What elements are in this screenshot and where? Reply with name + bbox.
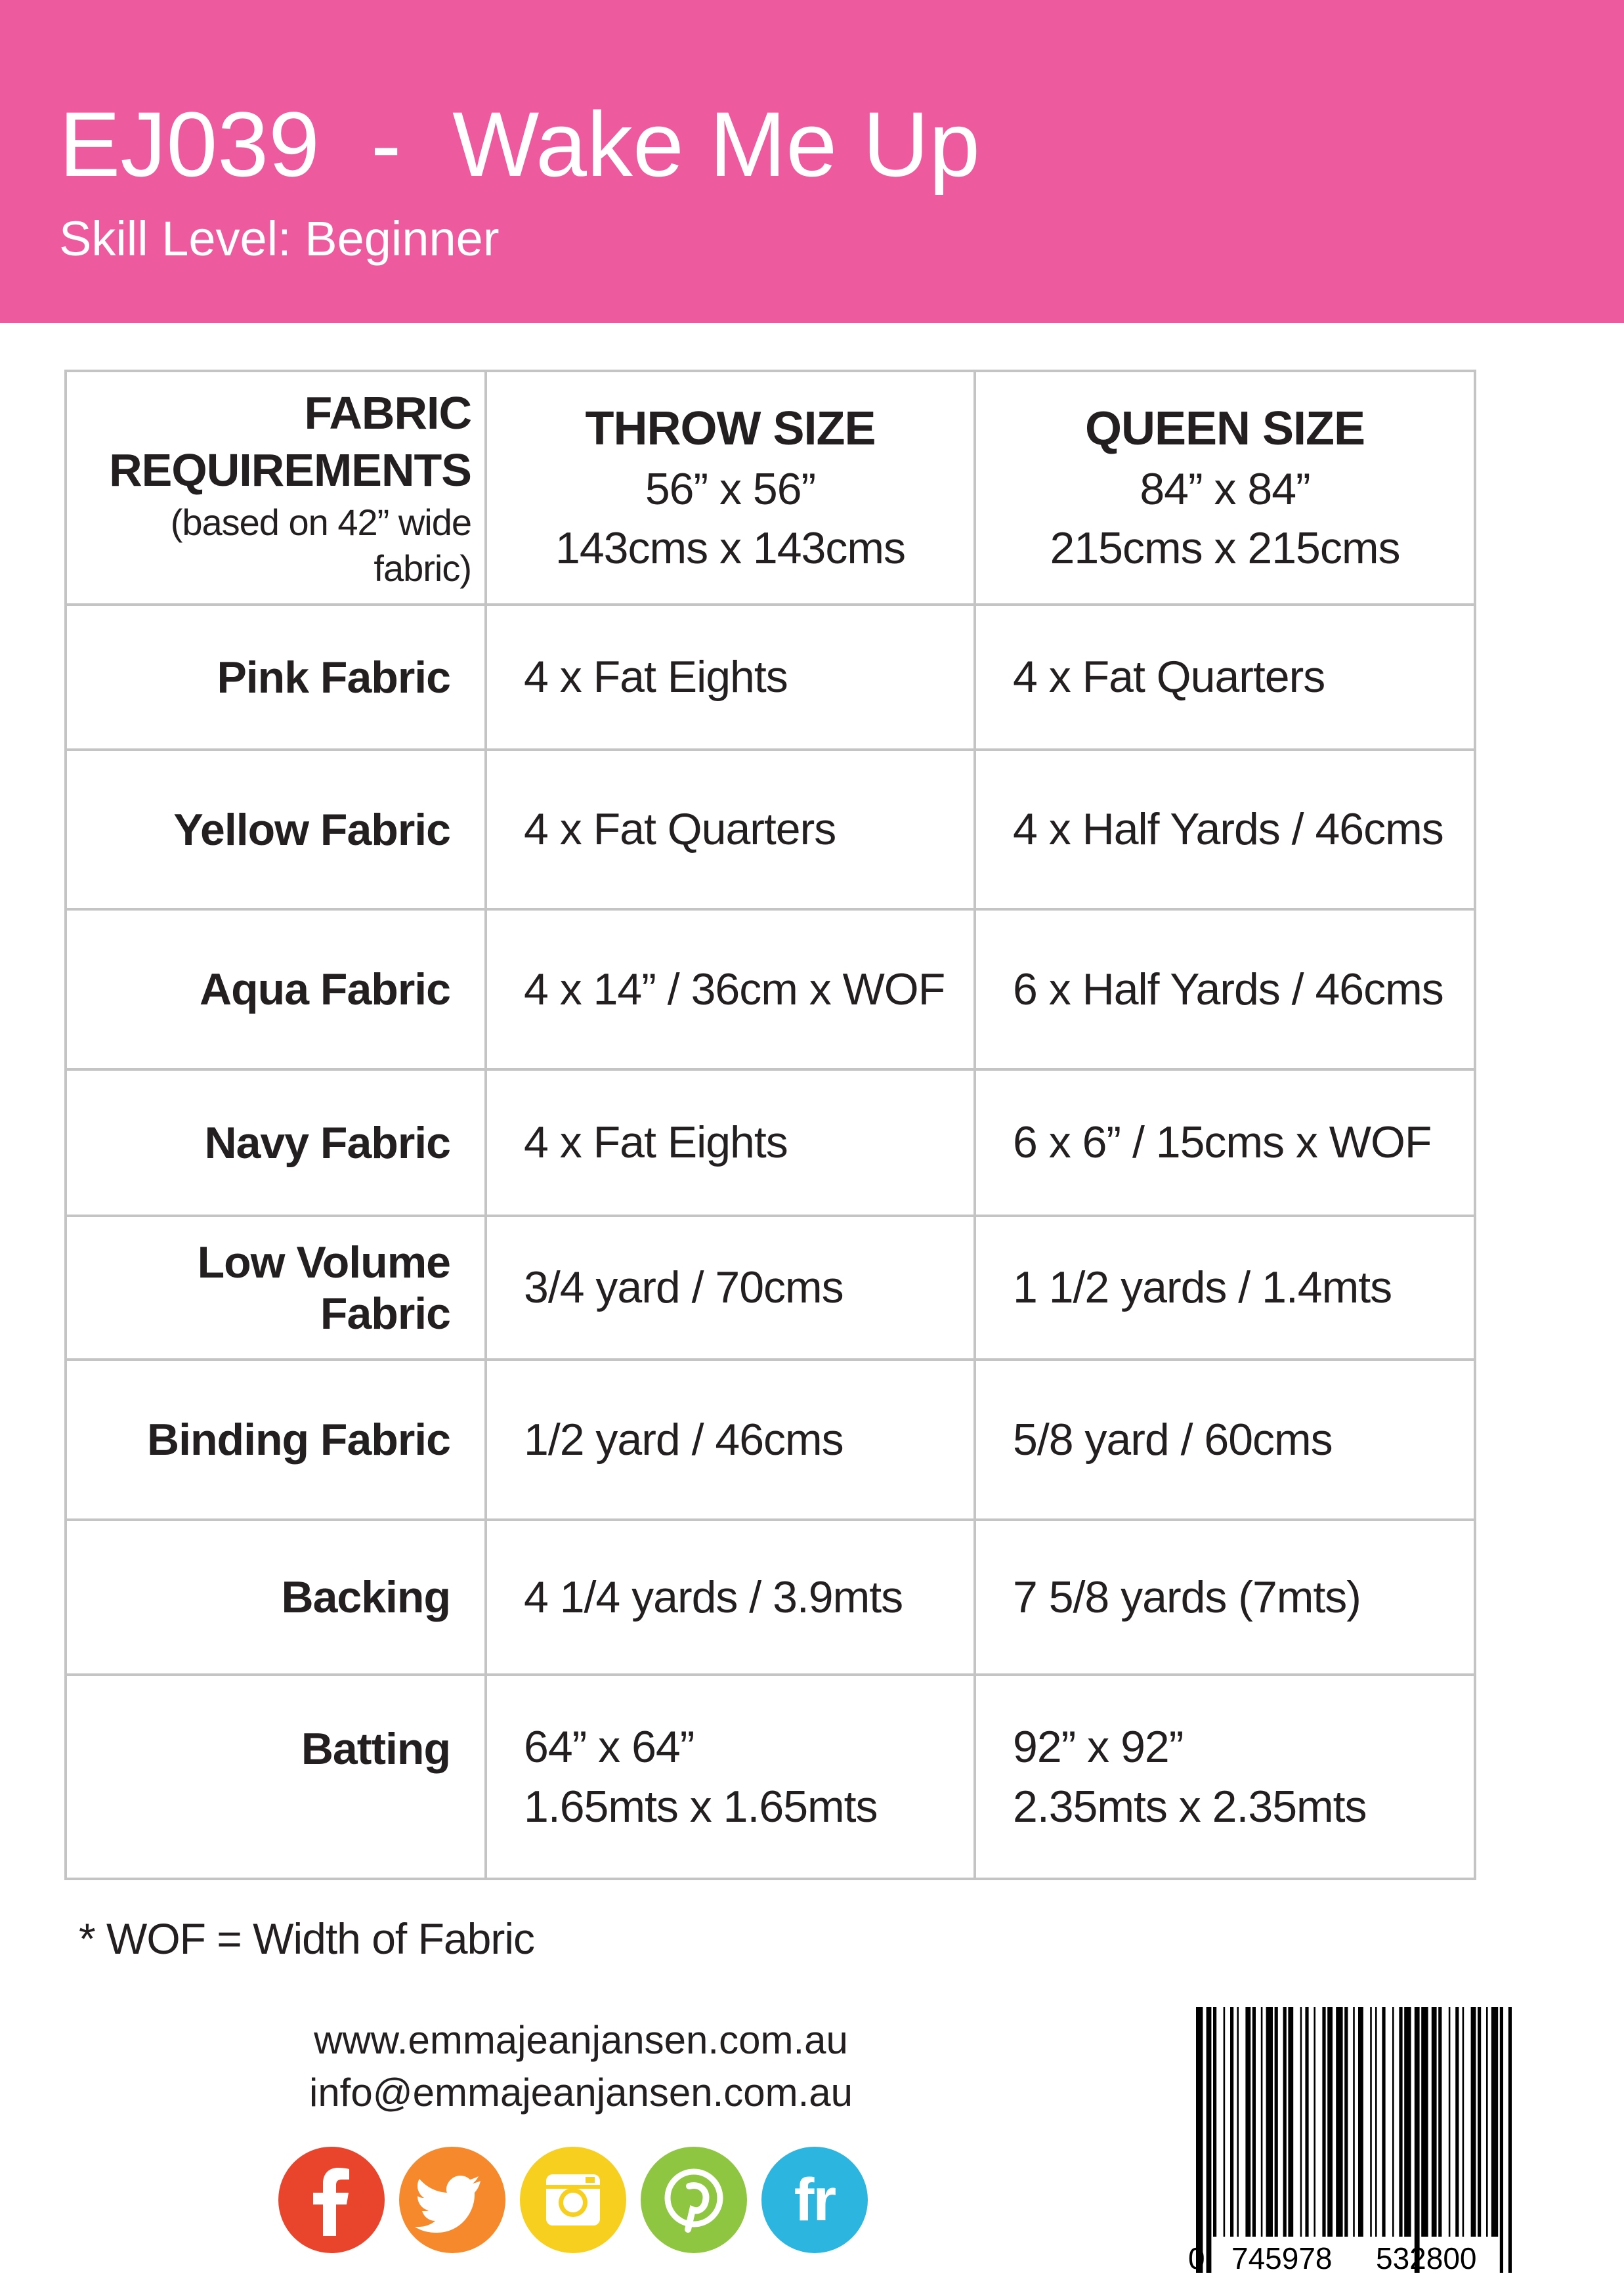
barcode-bar — [1288, 2007, 1293, 2237]
barcode-bar — [1486, 2007, 1488, 2237]
barcode — [1188, 2007, 1516, 2276]
throw-batting-inches: 64” x 64” — [524, 1722, 694, 1773]
throw-size-cms: 143cms x 143cms — [555, 523, 905, 573]
barcode-bar — [1392, 2007, 1394, 2237]
barcode-bar — [1421, 2007, 1428, 2237]
header-label-cell — [66, 371, 486, 605]
row-label: Backing — [66, 1520, 486, 1675]
barcode-bar — [1449, 2007, 1451, 2237]
barcode-digit-start: 0 — [1188, 2241, 1205, 2275]
queen-value: 4 x Half Yards / 46cms — [975, 750, 1475, 909]
barcode-bar — [1305, 2007, 1308, 2237]
twitter-icon[interactable] — [399, 2147, 505, 2253]
table-row — [66, 1069, 1475, 1216]
row-label: Binding Fabric — [66, 1360, 486, 1520]
barcode-bar — [1266, 2007, 1273, 2237]
row-label: Navy Fabric — [66, 1069, 486, 1216]
header-label-line2: REQUIREMENTS — [109, 444, 471, 496]
queen-size-title: QUEEN SIZE — [1084, 402, 1365, 455]
wof-footnote: * WOF = Width of Fabric — [79, 1914, 534, 1963]
throw-value: 4 x Fat Quarters — [486, 750, 975, 909]
barcode-bar — [1353, 2007, 1355, 2237]
barcode-group2: 532800 — [1376, 2241, 1477, 2275]
barcode-bar — [1314, 2007, 1315, 2237]
throw-value: 4 1/4 yards / 3.9mts — [486, 1520, 975, 1675]
barcode-bar — [1196, 2007, 1203, 2273]
row-label: Batting — [66, 1675, 486, 1879]
barcode-bar — [1370, 2007, 1372, 2237]
barcode-bar — [1455, 2007, 1459, 2237]
barcode-bar — [1358, 2007, 1363, 2237]
barcode-bar — [1404, 2007, 1411, 2237]
barcode-bar — [1508, 2007, 1512, 2273]
fabric-requirements-table — [64, 370, 1476, 1880]
flickr-icon-text: fr — [794, 2166, 836, 2233]
flickr-icon[interactable] — [761, 2147, 868, 2253]
table-row — [66, 1360, 1475, 1520]
throw-size-inches: 56” x 56” — [645, 463, 816, 514]
header-band — [0, 0, 1624, 323]
barcode-bar — [1283, 2007, 1287, 2237]
table-row — [66, 1216, 1475, 1360]
throw-value: 4 x 14” / 36cm x WOF — [486, 909, 975, 1069]
facebook-icon[interactable] — [278, 2147, 385, 2253]
queen-size-inches: 84” x 84” — [1140, 463, 1310, 514]
table-row — [66, 1675, 1475, 1879]
barcode-bar — [1438, 2007, 1442, 2237]
barcode-bar — [1432, 2007, 1437, 2237]
page-title: EJ039 - Wake Me Up — [59, 93, 981, 196]
skill-level: Skill Level: Beginner — [59, 211, 500, 266]
queen-value: 4 x Fat Quarters — [975, 605, 1475, 750]
email-link[interactable]: info@emmajeanjansen.com.au — [309, 2071, 853, 2115]
barcode-bar — [1275, 2007, 1278, 2237]
barcode-bar — [1252, 2007, 1256, 2237]
barcode-bar — [1500, 2007, 1503, 2273]
row-label: Yellow Fabric — [66, 750, 486, 909]
queen-size-cms: 215cms x 215cms — [1050, 523, 1400, 573]
throw-value: 4 x Fat Eights — [486, 1069, 975, 1216]
barcode-group1: 745978 — [1231, 2241, 1333, 2275]
table-row — [66, 750, 1475, 909]
queen-value: 1 1/2 yards / 1.4mts — [975, 1216, 1475, 1360]
header-label-line1: FABRIC — [304, 387, 471, 439]
throw-value: 4 x Fat Eights — [486, 605, 975, 750]
barcode-bar — [1375, 2007, 1377, 2237]
barcode-bar — [1478, 2007, 1481, 2237]
row-label: Low Volume Fabric — [66, 1216, 486, 1360]
barcode-bar — [1224, 2007, 1226, 2237]
barcode-bar — [1322, 2007, 1325, 2237]
table-row — [66, 909, 1475, 1069]
header-queen-cell — [975, 371, 1475, 605]
throw-batting-mts: 1.65mts x 1.65mts — [524, 1781, 878, 1832]
table-row — [66, 1520, 1475, 1675]
barcode-bar — [1463, 2007, 1464, 2237]
barcode-bar — [1230, 2007, 1233, 2237]
queen-batting-inches: 92” x 92” — [1013, 1722, 1184, 1773]
queen-value: 6 x 6” / 15cms x WOF — [975, 1069, 1475, 1216]
throw-value — [486, 1675, 975, 1879]
barcode-bar — [1382, 2007, 1385, 2237]
throw-size-title: THROW SIZE — [585, 402, 876, 455]
queen-value: 6 x Half Yards / 46cms — [975, 909, 1475, 1069]
throw-value: 3/4 yard / 70cms — [486, 1216, 975, 1360]
barcode-bar — [1261, 2007, 1263, 2237]
barcode-bar — [1237, 2007, 1239, 2237]
barcode-bar — [1300, 2007, 1302, 2237]
barcode-bar — [1327, 2007, 1333, 2237]
website-link[interactable]: www.emmajeanjansen.com.au — [314, 2018, 848, 2062]
barcode-bar — [1471, 2007, 1476, 2237]
queen-value: 5/8 yard / 60cms — [975, 1360, 1475, 1520]
table-header-row — [66, 371, 1475, 605]
barcode-bar — [1207, 2007, 1212, 2273]
barcode-bar — [1245, 2007, 1250, 2237]
contact-block — [276, 2014, 886, 2119]
barcode-bar — [1415, 2007, 1420, 2273]
queen-value: 7 5/8 yards (7mts) — [975, 1520, 1475, 1675]
throw-value: 1/2 yard / 46cms — [486, 1360, 975, 1520]
table-row — [66, 605, 1475, 750]
row-label: Pink Fabric — [66, 605, 486, 750]
barcode-bars — [1188, 2007, 1516, 2276]
queen-batting-mts: 2.35mts x 2.35mts — [1013, 1781, 1367, 1832]
barcode-bar — [1336, 2007, 1342, 2237]
header-label-note: (based on 42” wide fabric) — [170, 501, 471, 589]
barcode-bar — [1344, 2007, 1348, 2237]
barcode-bar — [1491, 2007, 1498, 2237]
barcode-bar — [1213, 2007, 1216, 2237]
instagram-icon[interactable] — [520, 2147, 626, 2253]
row-label: Aqua Fabric — [66, 909, 486, 1069]
barcode-bar — [1399, 2007, 1402, 2237]
queen-value — [975, 1675, 1475, 1879]
pinterest-icon[interactable] — [641, 2147, 747, 2253]
header-throw-cell — [486, 371, 975, 605]
